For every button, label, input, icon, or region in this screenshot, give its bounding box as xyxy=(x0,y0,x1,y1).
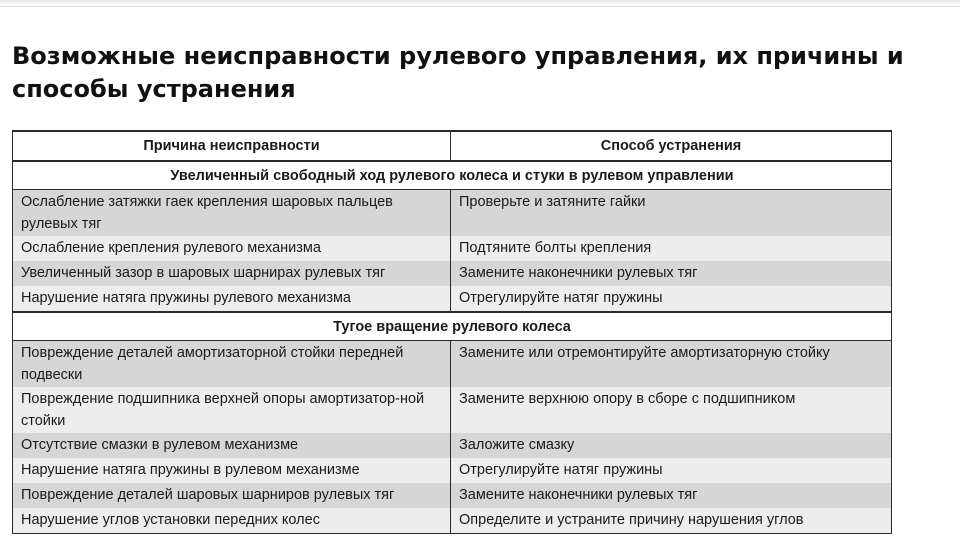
remedy-cell: Замените или отремонтируйте амортизаторную стойку xyxy=(451,341,892,388)
cause-cell: Отсутствие смазки в рулевом механизме xyxy=(13,433,451,458)
table-row xyxy=(13,433,892,458)
remedy-cell: Отрегулируйте натяг пружины xyxy=(451,286,892,312)
table-row xyxy=(13,508,892,534)
remedy-cell: Проверьте и затяните гайки xyxy=(451,190,892,237)
cause-cell: Увеличенный зазор в шаровых шарнирах рулевых тяг xyxy=(13,261,451,286)
remedy-cell: Определите и устраните причину нарушения углов xyxy=(451,508,892,534)
table-row xyxy=(13,286,892,312)
section-header xyxy=(13,312,892,341)
cause-cell: Нарушение углов установки передних колес xyxy=(13,508,451,534)
table-header-row xyxy=(13,131,892,161)
section-title: Тугое вращение рулевого колеса xyxy=(13,312,892,341)
cause-cell: Повреждение деталей шаровых шарниров рулевых тяг xyxy=(13,483,451,508)
top-bar xyxy=(0,0,960,7)
table-row xyxy=(13,387,892,433)
table-row xyxy=(13,261,892,286)
remedy-cell: Заложите смазку xyxy=(451,433,892,458)
table-row xyxy=(13,236,892,261)
section-header xyxy=(13,161,892,190)
section-title: Увеличенный свободный ход рулевого колеса и стуки в рулевом управлении xyxy=(13,161,892,190)
remedy-cell: Подтяните болты крепления xyxy=(451,236,892,261)
remedy-cell: Замените наконечники рулевых тяг xyxy=(451,483,892,508)
remedy-cell: Отрегулируйте натяг пружины xyxy=(451,458,892,483)
faults-table xyxy=(12,130,892,534)
remedy-cell: Замените верхнюю опору в сборе с подшипником xyxy=(451,387,892,433)
remedy-cell: Замените наконечники рулевых тяг xyxy=(451,261,892,286)
table-row xyxy=(13,483,892,508)
header-cause: Причина неисправности xyxy=(13,131,451,161)
table-row xyxy=(13,190,892,237)
cause-cell: Ослабление затяжки гаек крепления шаровых пальцев рулевых тяг xyxy=(13,190,451,237)
cause-cell: Ослабление крепления рулевого механизма xyxy=(13,236,451,261)
cause-cell: Нарушение натяга пружины в рулевом механизме xyxy=(13,458,451,483)
page-title: Возможные неисправности рулевого управления, их причины и способы устранения xyxy=(12,42,904,103)
cause-cell: Повреждение деталей амортизаторной стойки передней подвески xyxy=(13,341,451,388)
header-remedy: Способ устранения xyxy=(451,131,892,161)
table-row xyxy=(13,458,892,483)
cause-cell: Нарушение натяга пружины рулевого механизма xyxy=(13,286,451,312)
table-row xyxy=(13,341,892,388)
cause-cell: Повреждение подшипника верхней опоры амортизатор-ной стойки xyxy=(13,387,451,433)
